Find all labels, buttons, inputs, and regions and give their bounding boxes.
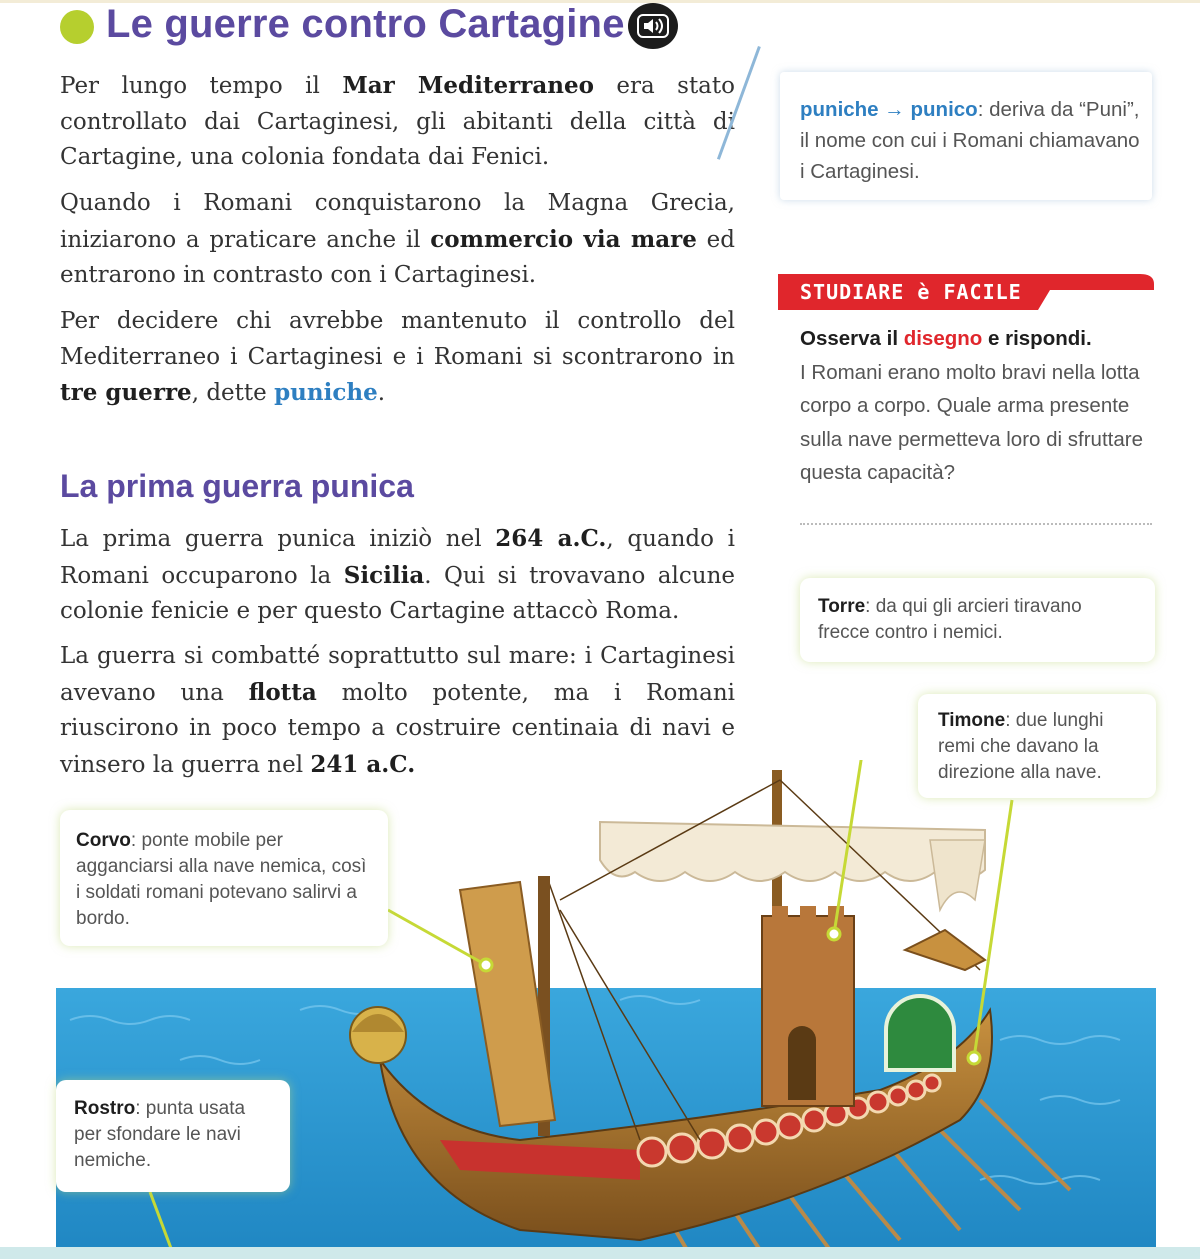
dotted-divider bbox=[800, 523, 1152, 525]
study-label: STUDIARE è FACILE bbox=[800, 280, 1022, 304]
study-question: Osserva il disegno e rispondi. I Romani erano molto bravi nella lotta corpo a corpo. Quale arma presente sulla nave permetteva loro di sfruttare questa capacità? bbox=[800, 327, 1143, 484]
intro-paragraph-2: Quando i Romani conquistarono la Magna Grecia, iniziarono a praticare anche il commercio via mare ed entrarono in contrasto con i Cartaginesi. bbox=[60, 190, 735, 288]
callout-torre: Torre: da qui gli arcieri tiravano frecce contro i nemici. bbox=[800, 578, 1155, 662]
callout-corvo: Corvo: ponte mobile per agganciarsi alla nave nemica, così i soldati romani potevano salirvi a bordo. bbox=[60, 810, 388, 946]
title-bullet-icon bbox=[60, 10, 94, 44]
section-paragraph-2: La guerra si combatté soprattutto sul mare: i Cartaginesi avevano una flotta molto potente, ma i Romani riuscirono in poco tempo a costruire centinaia di navi e vinsero la guerra nel 241 a.C. bbox=[60, 643, 735, 778]
glossary-link-puniche[interactable]: puniche bbox=[274, 379, 378, 406]
bottom-bar bbox=[0, 1247, 1200, 1259]
section-title: La prima guerra punica bbox=[60, 468, 414, 504]
callout-rostro: Rostro: punta usata per sfondare le navi nemiche. bbox=[56, 1080, 290, 1192]
page-title: Le guerre contro Cartagine bbox=[106, 2, 625, 46]
speaker-icon bbox=[636, 13, 670, 39]
callout-timone: Timone: due lunghi remi che davano la direzione alla nave. bbox=[918, 694, 1156, 798]
glossary-text: puniche → punico: deriva da “Puni”, il nome con cui i Romani chiamavano i Cartaginesi. bbox=[800, 98, 1140, 183]
section-paragraph-1: La prima guerra punica iniziò nel 264 a.C., quando i Romani occuparono la Sicilia. Qui si trovavano alcune colonie fenicie e per questo Cartagine attaccò Roma. bbox=[60, 525, 735, 624]
arrow-icon: → bbox=[884, 98, 905, 121]
audio-button[interactable] bbox=[628, 3, 678, 49]
intro-paragraph-1: Per lungo tempo il Mar Mediterraneo era stato controllato dai Cartaginesi, gli abitanti della città di Cartagine, una colonia fondata dai Fenici. bbox=[60, 72, 735, 170]
intro-paragraph-3: Per decidere chi avrebbe mantenuto il controllo del Mediterraneo i Cartaginesi e i Romani si scontrarono in tre guerre, dette puniche. bbox=[60, 308, 735, 406]
